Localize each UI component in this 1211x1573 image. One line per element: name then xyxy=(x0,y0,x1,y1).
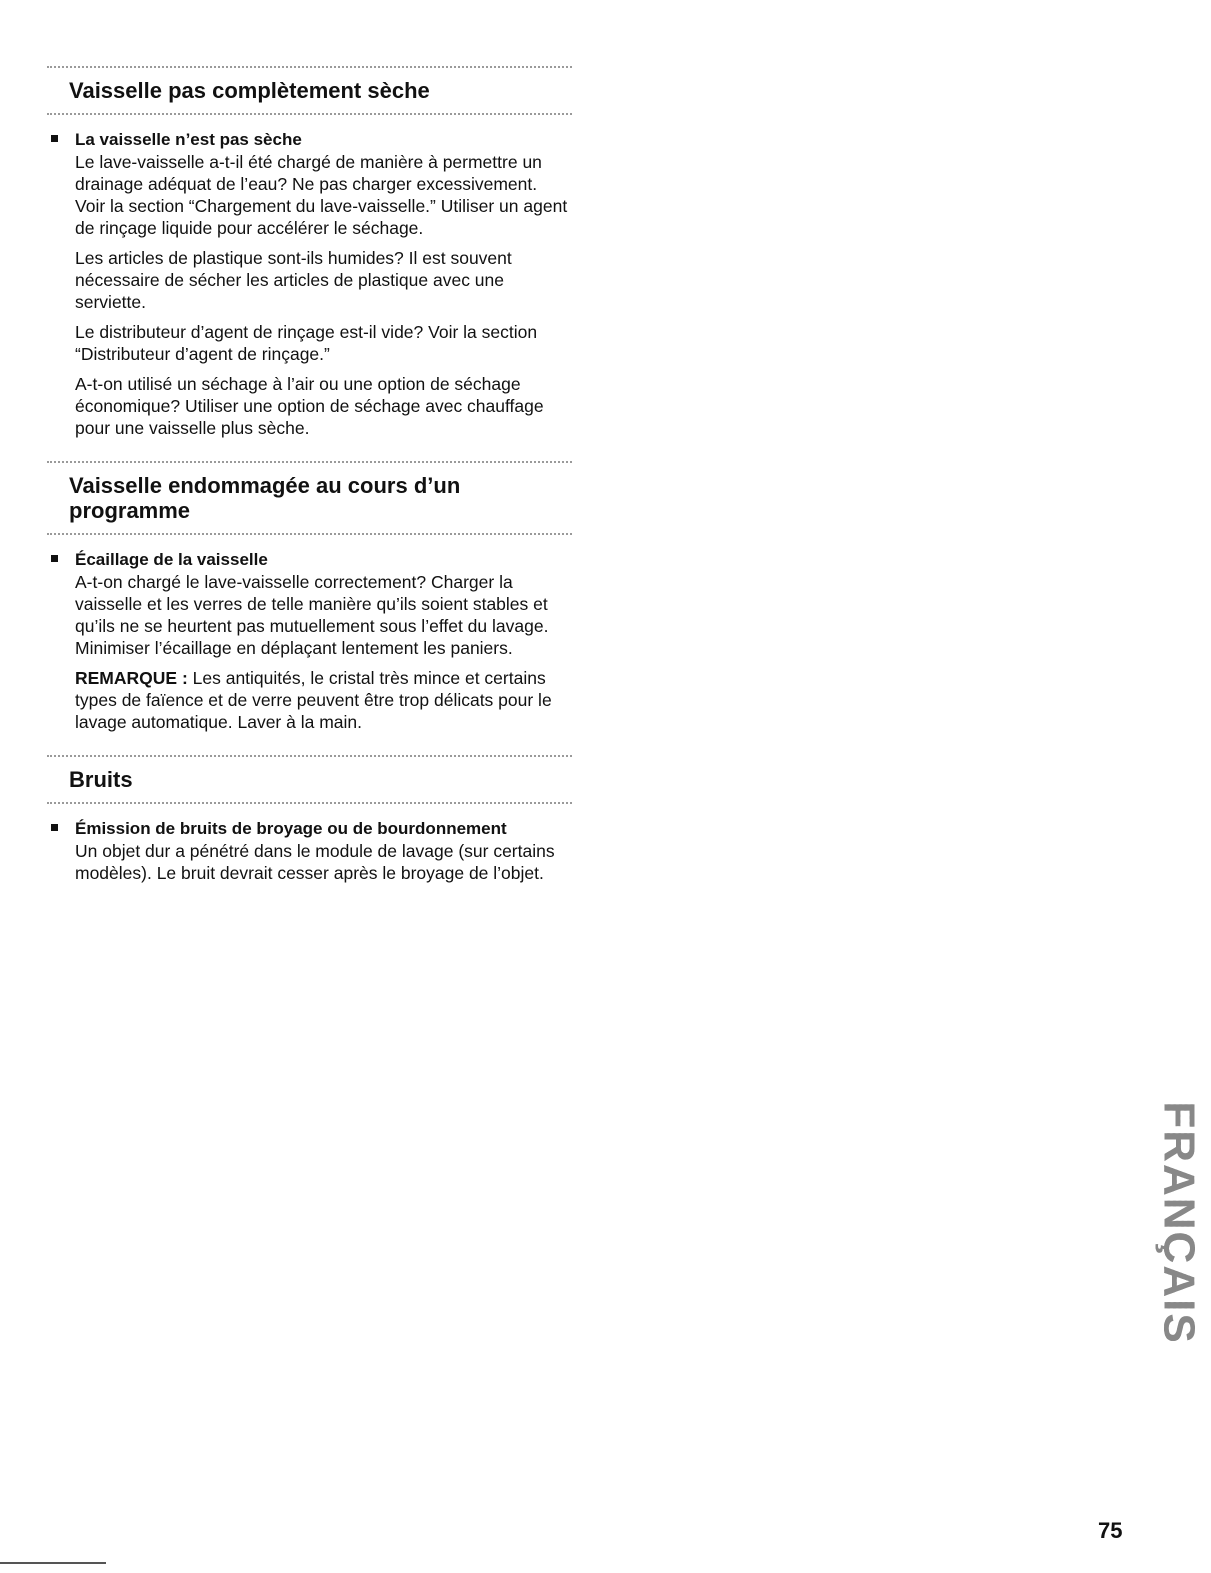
note-label: REMARQUE : xyxy=(75,668,188,688)
item-title: La vaisselle n’est pas sèche xyxy=(75,130,302,149)
note-text: Les antiquités, le cristal très mince et certains types de faïence et de verre peuvent être trop délicats pour le lavage automatique. Laver à la main. xyxy=(75,668,552,732)
item-paragraph: A-t-on utilisé un séchage à l’air ou une option de séchage économique? Utiliser une option de séchage avec chauffage pour une vaisselle plus sèche. xyxy=(75,374,544,438)
troubleshoot-item xyxy=(47,129,572,439)
bullet-icon xyxy=(51,555,58,562)
section-title: Bruits xyxy=(69,767,133,792)
bullet-icon xyxy=(51,824,58,831)
section-heading xyxy=(47,757,572,802)
note-paragraph xyxy=(75,667,572,733)
item-title: Écaillage de la vaisselle xyxy=(75,550,268,569)
footer-rule xyxy=(0,1562,106,1564)
item-paragraph: Les articles de plastique sont-ils humides? Il est souvent nécessaire de sécher les articles de plastique avec une serviette. xyxy=(75,248,512,312)
troubleshoot-item xyxy=(47,549,572,733)
item-paragraph: Le distributeur d’agent de rinçage est-il vide? Voir la section “Distributeur d’agent de rinçage.” xyxy=(75,322,538,364)
section-rule-bottom xyxy=(47,533,572,535)
page-number: 75 xyxy=(1098,1518,1123,1543)
section-rule-bottom xyxy=(47,802,572,804)
language-side-tab xyxy=(1155,1078,1205,1368)
troubleshoot-item xyxy=(47,818,572,884)
bullet-icon xyxy=(51,135,58,142)
language-label: FRANÇAIS xyxy=(1155,1101,1205,1345)
section-title: Vaisselle pas complètement sèche xyxy=(69,78,430,103)
main-column xyxy=(47,66,572,892)
section-heading xyxy=(47,463,572,533)
item-paragraph: A-t-on chargé le lave-vaisselle correctement? Charger la vaisselle et les verres de telle manière qu’ils soient stables et qu’ils ne se heurtent pas mutuellement sous l’effet du lavage. Minimiser l’écaillage en déplaçant lentement les paniers. xyxy=(75,572,549,658)
item-paragraph: Le lave-vaisselle a-t-il été chargé de manière à permettre un drainage adéquat de l’eau? Ne pas charger excessivement. Voir la section “Chargement du lave-vaisselle.” Utiliser un agent de rinçage liquide pour accélérer le séchage. xyxy=(75,152,568,238)
section-rule-bottom xyxy=(47,113,572,115)
section-heading xyxy=(47,68,572,113)
item-paragraph: Un objet dur a pénétré dans le module de lavage (sur certains modèles). Le bruit devrait cesser après le broyage de l’objet. xyxy=(75,841,555,883)
section-title: Vaisselle endommagée au cours d’un programme xyxy=(69,473,461,523)
item-title: Émission de bruits de broyage ou de bourdonnement xyxy=(75,819,507,838)
